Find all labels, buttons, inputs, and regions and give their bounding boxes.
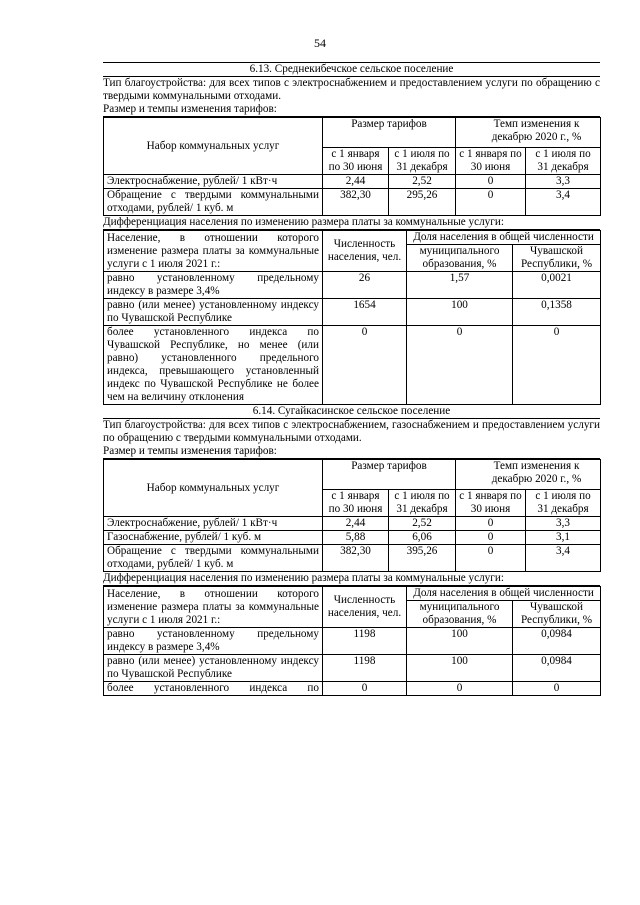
sub-col-header: с 1 января по 30 июня (456, 148, 526, 175)
republic-share: 0,1358 (513, 299, 601, 326)
col-header-share: Доля населения в общей численности (407, 587, 601, 601)
sub-col-header: с 1 января по 30 июня (323, 148, 389, 175)
col-header-municipal: муниципального образования, % (407, 601, 513, 628)
col-header-count: Численность населения, чел. (323, 231, 407, 272)
rate-value: 3,1 (526, 531, 601, 545)
improvement-type: Тип благоустройства: для всех типов с электроснабжением и предоставлением услуги по обращению с твердыми коммунальными отходами. (103, 77, 600, 102)
rate-value: 0 (456, 517, 526, 531)
tariff-value: 395,26 (389, 545, 456, 572)
col-header-change-rate: Темп изменения к декабрю 2020 г., % (456, 460, 601, 490)
col-header-municipal: муниципального образования, % (407, 245, 513, 272)
service-name: Электроснабжение, рублей/ 1 кВт·ч (104, 517, 323, 531)
tariff-value: 2,52 (389, 175, 456, 189)
republic-share: 0 (513, 326, 601, 405)
tariffs-heading: Размер и темпы изменения тарифов: (103, 445, 600, 459)
tariff-value: 2,44 (323, 517, 389, 531)
municipal-share: 1,57 (407, 272, 513, 299)
col-header-count: Численность населения, чел. (323, 587, 407, 628)
col-header-tariff-size: Размер тарифов (323, 118, 456, 148)
tariff-value: 382,30 (323, 545, 389, 572)
tariff-table (103, 459, 601, 572)
population-count: 0 (323, 326, 407, 405)
document-body (103, 62, 600, 696)
population-label: равно установленному предельному индексу в размере 3,4% (104, 272, 323, 299)
municipal-share: 0 (407, 326, 513, 405)
service-name: Газоснабжение, рублей/ 1 куб. м (104, 531, 323, 545)
rate-value: 0 (456, 175, 526, 189)
improvement-type: Тип благоустройства: для всех типов с электроснабжением, газоснабжением и предоставлением услуги по обращению с твердыми коммунальными отходами. (103, 419, 600, 444)
col-header-republic: Чувашской Республики, % (513, 601, 601, 628)
section-title: 6.14. Сугайкасинское сельское поселение (103, 405, 600, 419)
tariff-value: 2,44 (323, 175, 389, 189)
population-label: более установленного индекса по (104, 682, 323, 696)
page-number: 54 (314, 36, 326, 50)
table-row (104, 545, 601, 572)
tariff-value: 2,52 (389, 517, 456, 531)
tariff-table (103, 117, 601, 216)
population-label: равно (или менее) установленному индексу по Чувашской Республике (104, 299, 323, 326)
population-label: равно (или менее) установленному индексу по Чувашской Республике (104, 655, 323, 682)
section-title: 6.13. Среднекибечское сельское поселение (103, 62, 600, 77)
population-count: 1198 (323, 655, 407, 682)
sub-col-header: с 1 июля по 31 декабря (389, 490, 456, 517)
table-row (104, 682, 601, 696)
population-label: более установленного индекса по Чувашской Республике, но менее (или равно) установленного предельного индекса, превышающего установленный индекс по Чувашской Республике не более чем на величину отклонения (104, 326, 323, 405)
table-row (104, 272, 601, 299)
sub-col-header: с 1 июля по 31 декабря (526, 490, 601, 517)
municipal-share: 100 (407, 628, 513, 655)
rate-value: 0 (456, 531, 526, 545)
differentiation-heading: Дифференциация населения по изменению размера платы за коммунальные услуги: (103, 216, 600, 230)
republic-share: 0,0021 (513, 272, 601, 299)
tariff-value: 295,26 (389, 189, 456, 216)
republic-share: 0,0984 (513, 628, 601, 655)
table-row (104, 299, 601, 326)
rate-value: 3,4 (526, 189, 601, 216)
tariff-value: 382,30 (323, 189, 389, 216)
rate-value: 3,4 (526, 545, 601, 572)
republic-share: 0,0984 (513, 655, 601, 682)
sub-col-header: с 1 января по 30 июня (456, 490, 526, 517)
table-row (104, 531, 601, 545)
col-header-share: Доля населения в общей численности (407, 231, 601, 245)
service-name: Обращение с твердыми коммунальными отходами, рублей/ 1 куб. м (104, 189, 323, 216)
table-row (104, 517, 601, 531)
tariff-value: 6,06 (389, 531, 456, 545)
col-header-population: Население, в отношении которого изменение размера платы за коммунальные услуги с 1 июля 2021 г.: (104, 231, 323, 272)
table-row (104, 326, 601, 405)
differentiation-table (103, 586, 601, 696)
population-count: 1198 (323, 628, 407, 655)
population-count: 0 (323, 682, 407, 696)
tariffs-heading: Размер и темпы изменения тарифов: (103, 103, 600, 117)
differentiation-table (103, 230, 601, 405)
municipal-share: 100 (407, 655, 513, 682)
col-header-population: Население, в отношении которого изменение размера платы за коммунальные услуги с 1 июля 2021 г.: (104, 587, 323, 628)
table-row (104, 655, 601, 682)
population-count: 26 (323, 272, 407, 299)
service-name: Обращение с твердыми коммунальными отходами, рублей/ 1 куб. м (104, 545, 323, 572)
sub-col-header: с 1 января по 30 июня (323, 490, 389, 517)
col-header-change-rate: Темп изменения к декабрю 2020 г., % (456, 118, 601, 148)
rate-value: 3,3 (526, 175, 601, 189)
rate-value: 0 (456, 545, 526, 572)
differentiation-heading: Дифференциация населения по изменению размера платы за коммунальные услуги: (103, 572, 600, 586)
table-row (104, 175, 601, 189)
republic-share: 0 (513, 682, 601, 696)
col-header-services: Набор коммунальных услуг (104, 118, 323, 175)
sub-col-header: с 1 июля по 31 декабря (526, 148, 601, 175)
col-header-services: Набор коммунальных услуг (104, 460, 323, 517)
rate-value: 3,3 (526, 517, 601, 531)
service-name: Электроснабжение, рублей/ 1 кВт·ч (104, 175, 323, 189)
rate-value: 0 (456, 189, 526, 216)
table-row (104, 628, 601, 655)
population-label: равно установленному предельному индексу в размере 3,4% (104, 628, 323, 655)
col-header-tariff-size: Размер тарифов (323, 460, 456, 490)
municipal-share: 100 (407, 299, 513, 326)
sub-col-header: с 1 июля по 31 декабря (389, 148, 456, 175)
population-count: 1654 (323, 299, 407, 326)
tariff-value: 5,88 (323, 531, 389, 545)
municipal-share: 0 (407, 682, 513, 696)
col-header-republic: Чувашской Республики, % (513, 245, 601, 272)
table-row (104, 189, 601, 216)
